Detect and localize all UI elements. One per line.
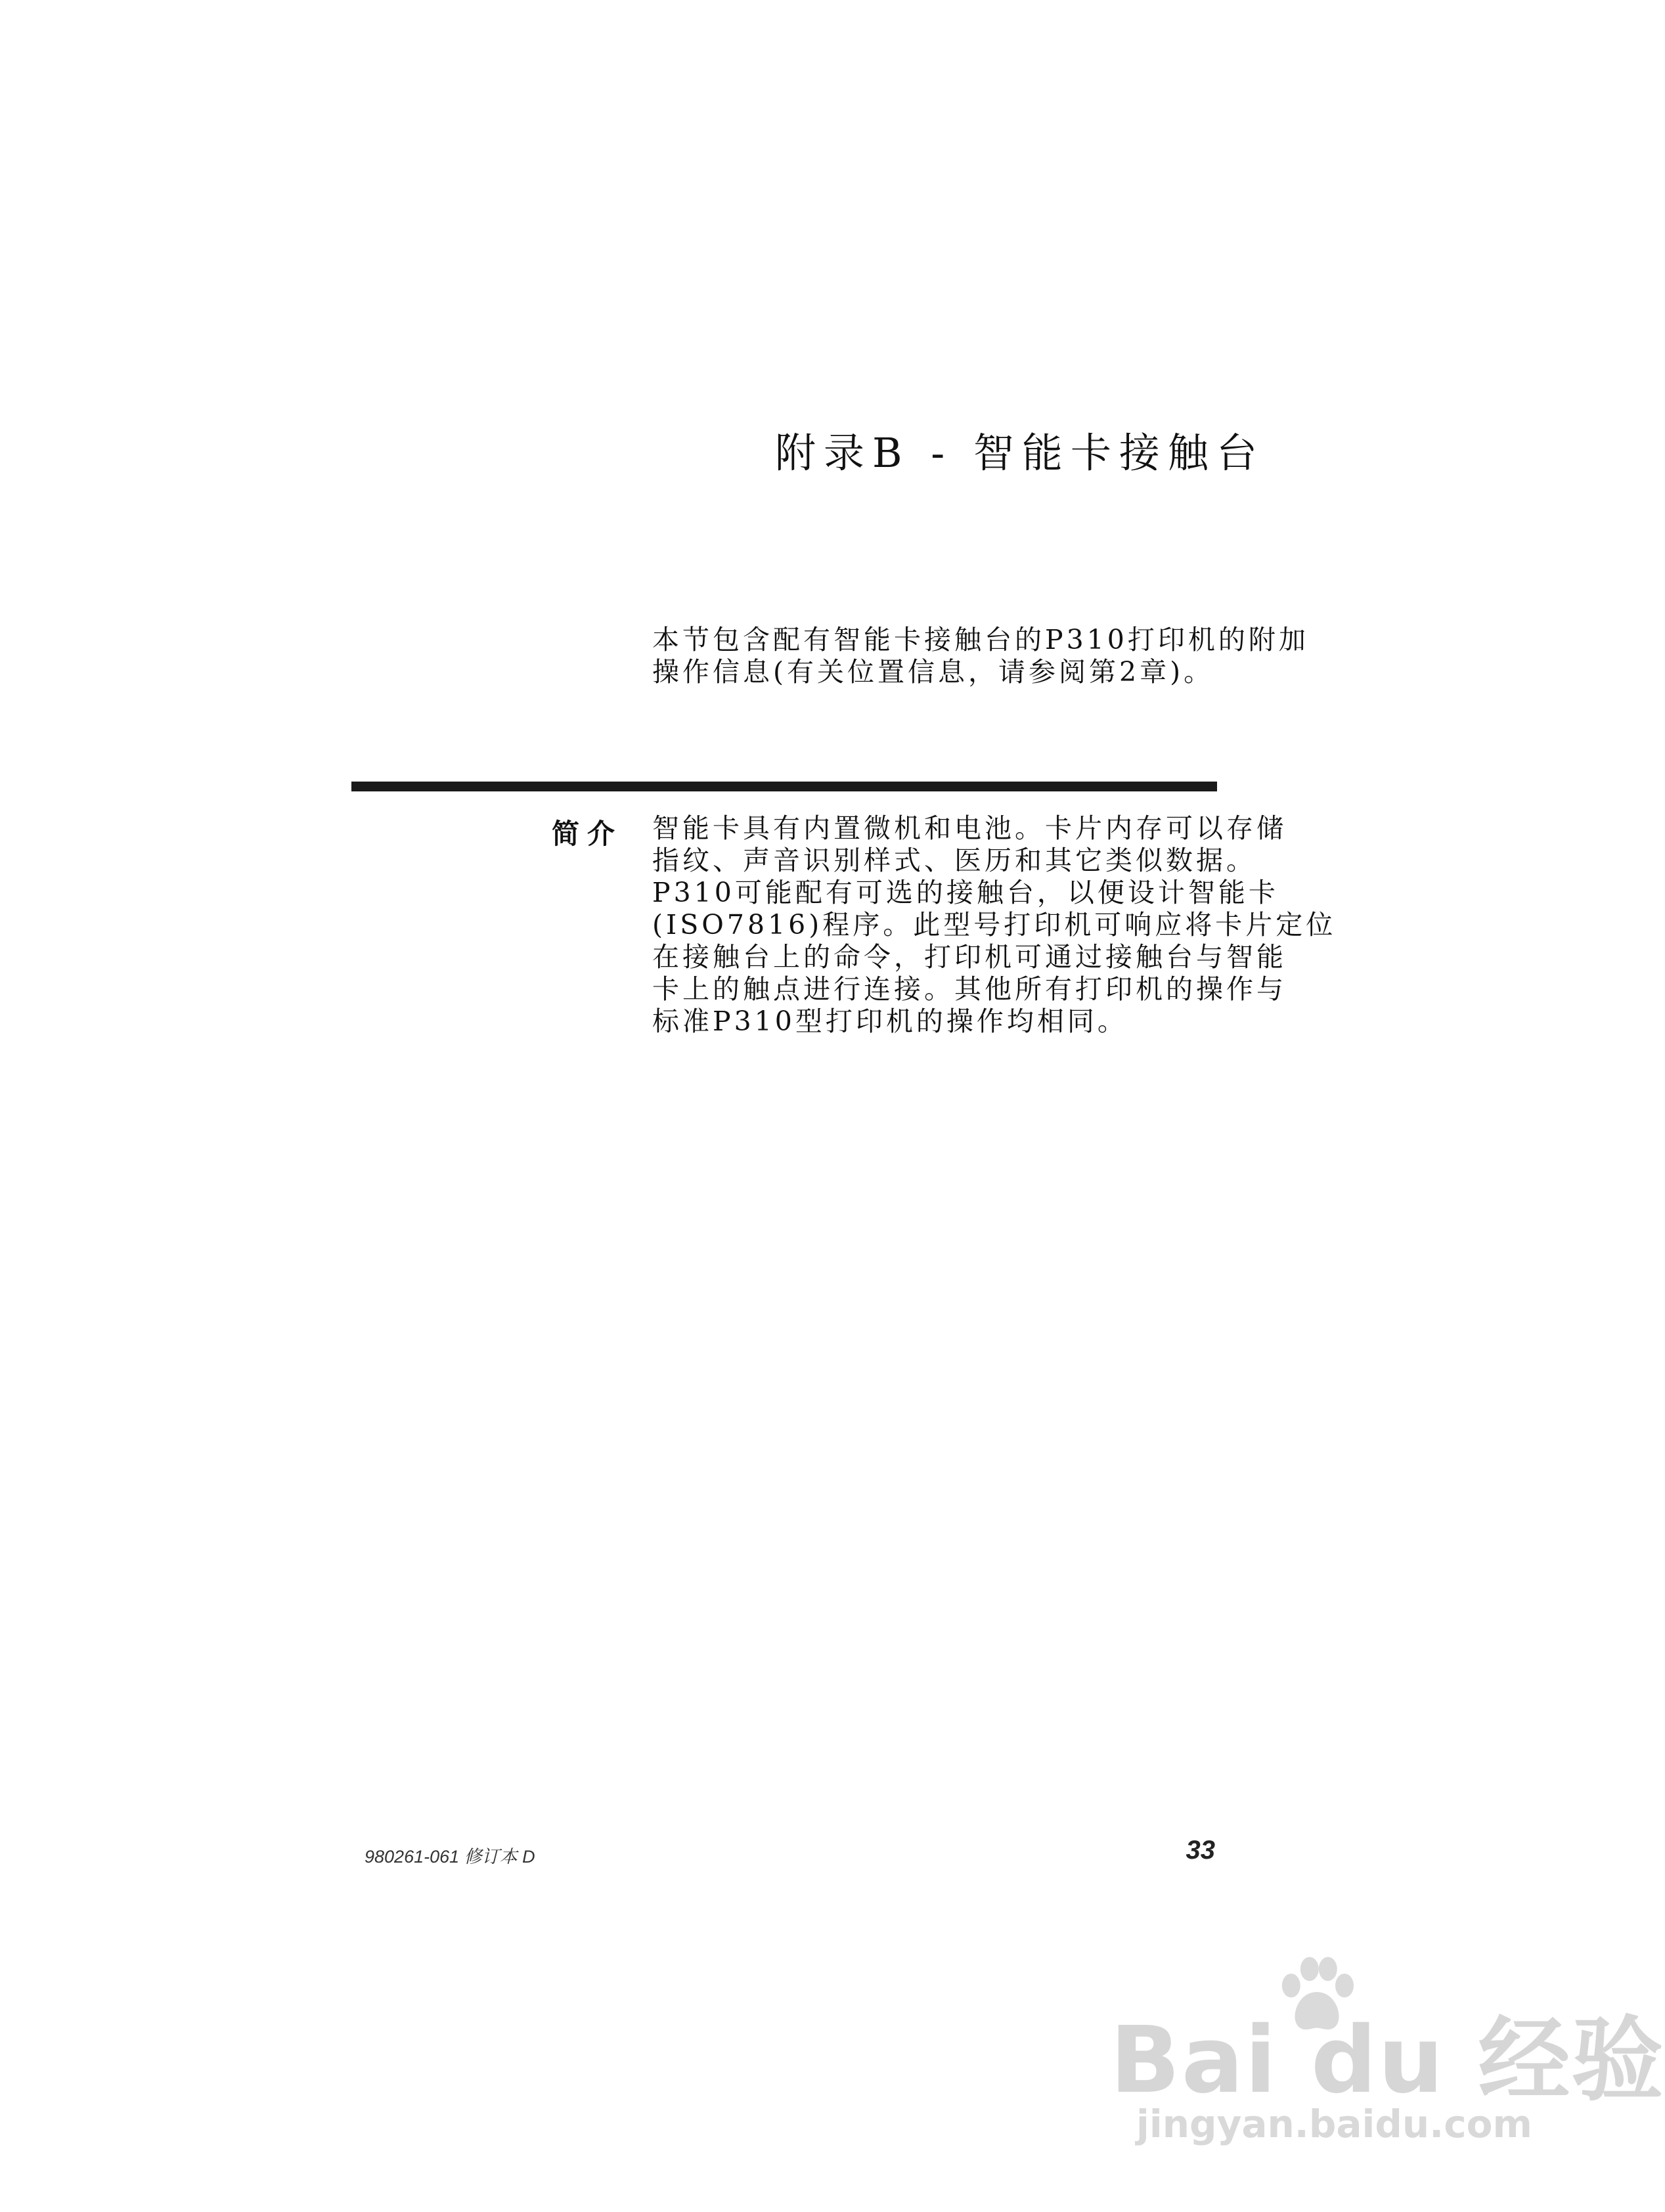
footer-page-number: 33	[1186, 1836, 1215, 1865]
intro-line: 本节包含配有智能卡接触台的P310打印机的附加	[652, 624, 1309, 655]
body-line: 智能卡具有内置微机和电池。卡片内存可以存储	[652, 812, 1287, 844]
section-divider	[351, 782, 1217, 791]
body-line: 指纹、声音识别样式、医历和其它类似数据。	[652, 845, 1256, 876]
page-title: 附录B - 智能卡接触台	[775, 429, 1265, 477]
section-body	[652, 812, 1337, 1038]
baidu-watermark	[1110, 1987, 1665, 2146]
body-line: 卡上的触点进行连接。其他所有打印机的操作与	[652, 973, 1287, 1005]
footer-document-number: 980261-061 修订本 D	[365, 1847, 535, 1867]
body-line: P310可能配有可选的接触台，以便设计智能卡	[652, 877, 1279, 908]
intro-paragraph	[652, 624, 1309, 688]
body-line: 标准P310型打印机的操作均相同。	[652, 1006, 1128, 1037]
body-line: (ISO7816)程序。此型号打印机可响应将卡片定位	[652, 909, 1337, 940]
section-heading: 简介	[552, 818, 623, 850]
watermark-url: jingyan.baidu.com	[1136, 2102, 1532, 2146]
watermark-logo-text: Bai du 经验	[1110, 2007, 1665, 2114]
body-line: 在接触台上的命令，打印机可通过接触台与智能	[652, 941, 1287, 973]
intro-line: 操作信息(有关位置信息，请参阅第2章)。	[652, 656, 1214, 688]
